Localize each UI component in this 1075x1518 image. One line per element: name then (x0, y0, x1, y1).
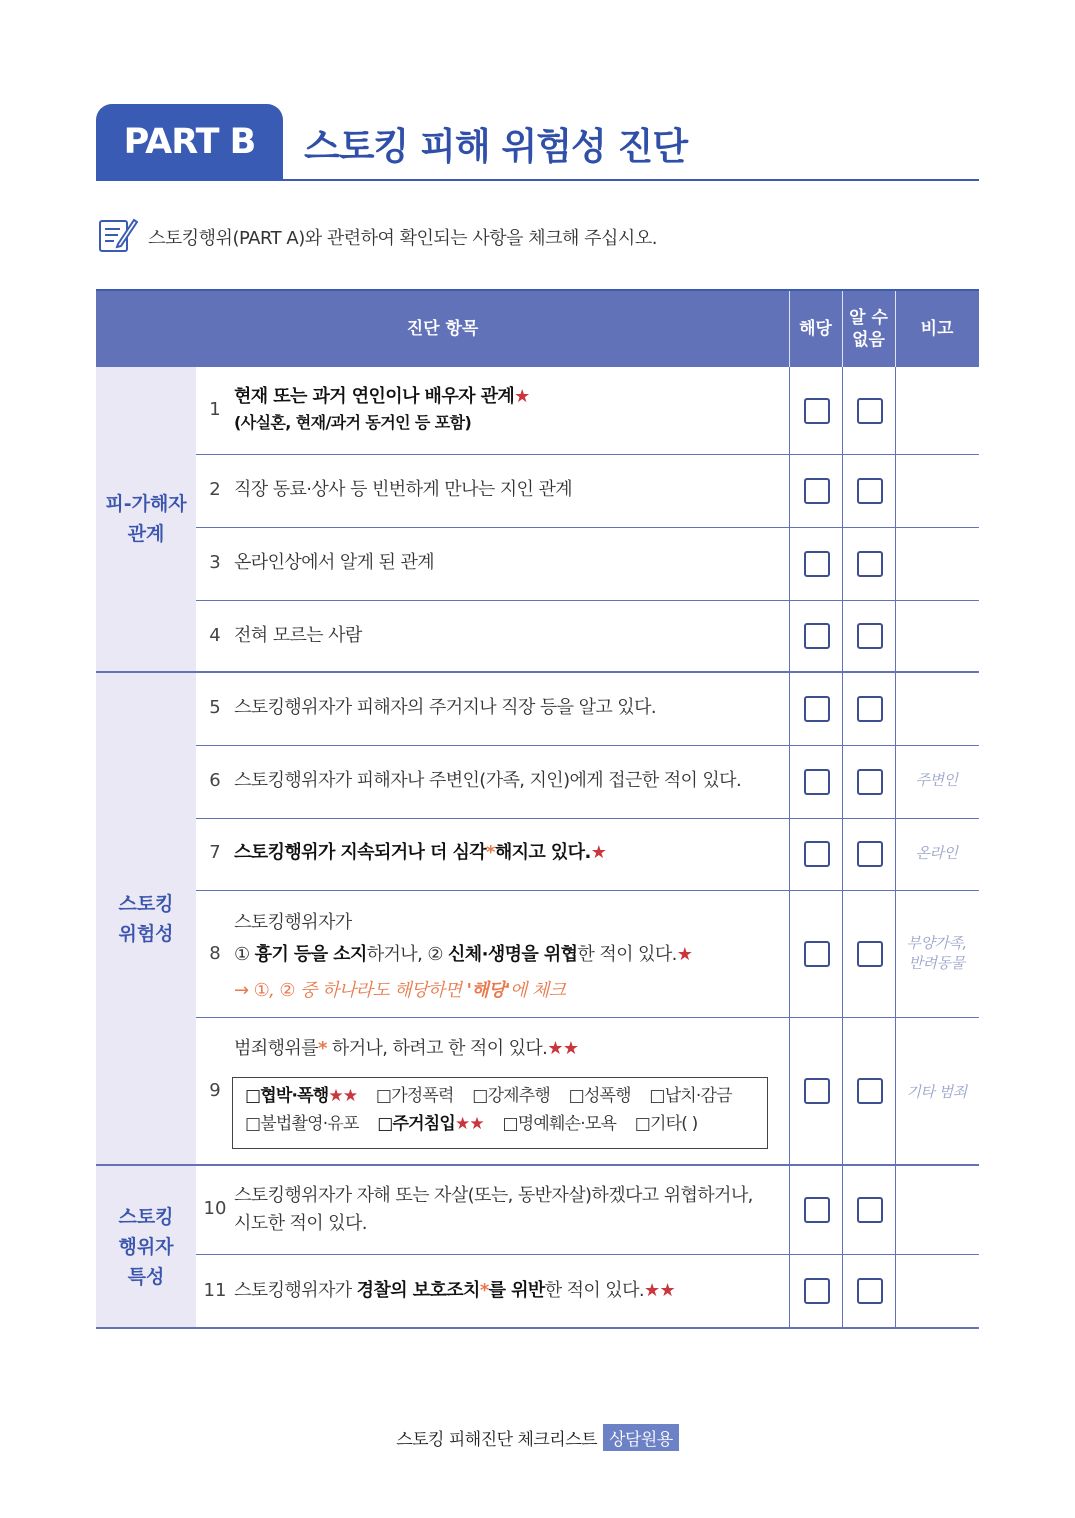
checkbox-unknown-8[interactable] (857, 941, 883, 967)
checkbox-applicable-4[interactable] (804, 623, 830, 649)
checkbox-unknown-4[interactable] (857, 623, 883, 649)
edit-note-icon (98, 214, 138, 254)
table-row: 3 온라인상에서 알게 된 관계 (196, 528, 979, 601)
header-remark: 비고 (920, 319, 954, 339)
footer-badge: 상담원용 (603, 1424, 679, 1451)
header-unknown: 알 수 없음 (849, 308, 888, 350)
header-applicable: 해당 (799, 319, 832, 339)
table-row: 9 범죄행위를* 하거나, 하려고 한 적이 있다.★★ □협박·폭행★★ □가정폭력 □강제추행 □성폭행 □납치·감금 □불법촬영·유포 □주거침입★★ □명예훼손·모욕 □기타( ) 기타 범죄 (196, 1018, 979, 1166)
table-row: 7 스토킹행위가 지속되거나 더 심각*해지고 있다.★ 온라인 (196, 819, 979, 891)
table-header (96, 289, 979, 367)
checkbox-applicable-2[interactable] (804, 478, 830, 504)
page-title: 스토킹 피해 위험성 진단 (304, 125, 688, 168)
category-relation: 피-가해자 관계 (96, 367, 196, 673)
checkbox-applicable-7[interactable] (804, 841, 830, 867)
checkbox-applicable-3[interactable] (804, 551, 830, 577)
checkbox-applicable-8[interactable] (804, 941, 830, 967)
remark-text: 기타 범죄 (906, 1083, 967, 1101)
checkbox-unknown-5[interactable] (857, 696, 883, 722)
table-row: 1 현재 또는 과거 연인이나 배우자 관계★ (사실혼, 현재/과거 동거인 등 포함) (196, 367, 979, 455)
checkbox-unknown-11[interactable] (857, 1278, 883, 1304)
table-row: 2 직장 동료·상사 등 빈번하게 만나는 지인 관계 (196, 455, 979, 528)
checkbox-unknown-10[interactable] (857, 1197, 883, 1223)
checkbox-applicable-6[interactable] (804, 769, 830, 795)
table-row: 10 스토킹행위자가 자해 또는 자살(또는, 동반자살)하겠다고 위협하거나, 시도한 적이 있다. (196, 1166, 979, 1255)
checkbox-unknown-2[interactable] (857, 478, 883, 504)
category-offender-traits: 스토킹 행위자 특성 (96, 1166, 196, 1329)
title-divider (96, 179, 979, 181)
table-row: 6 스토킹행위자가 피해자나 주변인(가족, 지인)에게 접근한 적이 있다. 주변인 (196, 746, 979, 819)
table-row: 8 스토킹행위자가 ① 흉기 등을 소지하거나, ② 신체·생명을 위협한 적이 있다.★ → ①, ② 중 하나라도 해당하면 '해당'에 체크 부양가족, 반려동물 (196, 891, 979, 1018)
checkbox-applicable-1[interactable] (804, 398, 830, 424)
table-row: 5 스토킹행위자가 피해자의 주거지나 직장 등을 알고 있다. (196, 673, 979, 746)
crime-type-box: □협박·폭행★★ □가정폭력 □강제추행 □성폭행 □납치·감금 □불법촬영·유포 □주거침입★★ □명예훼손·모욕 □기타( ) (232, 1077, 768, 1149)
category-risk: 스토킹 위험성 (96, 673, 196, 1166)
remark-text: 부양가족, 반려동물 (906, 934, 967, 972)
checkbox-applicable-5[interactable] (804, 696, 830, 722)
remark-text: 주변인 (915, 771, 958, 789)
checkbox-applicable-9[interactable] (804, 1078, 830, 1104)
header-item: 진단 항목 (406, 319, 479, 339)
instruction-text: 스토킹행위(PART A)와 관련하여 확인되는 사항을 체크해 주십시오. (148, 228, 657, 249)
checkbox-unknown-1[interactable] (857, 398, 883, 424)
checkbox-unknown-9[interactable] (857, 1078, 883, 1104)
page-footer: 스토킹 피해진단 체크리스트 상담원용 (0, 1424, 1075, 1451)
part-label: PART B (96, 104, 283, 179)
checkbox-unknown-7[interactable] (857, 841, 883, 867)
checkbox-applicable-10[interactable] (804, 1197, 830, 1223)
remark-text: 온라인 (915, 844, 958, 862)
table-row: 11 스토킹행위자가 경찰의 보호조치*를 위반한 적이 있다.★★ (196, 1255, 979, 1329)
checkbox-unknown-6[interactable] (857, 769, 883, 795)
checkbox-applicable-11[interactable] (804, 1278, 830, 1304)
table-row: 4 전혀 모르는 사람 (196, 601, 979, 673)
checkbox-unknown-3[interactable] (857, 551, 883, 577)
